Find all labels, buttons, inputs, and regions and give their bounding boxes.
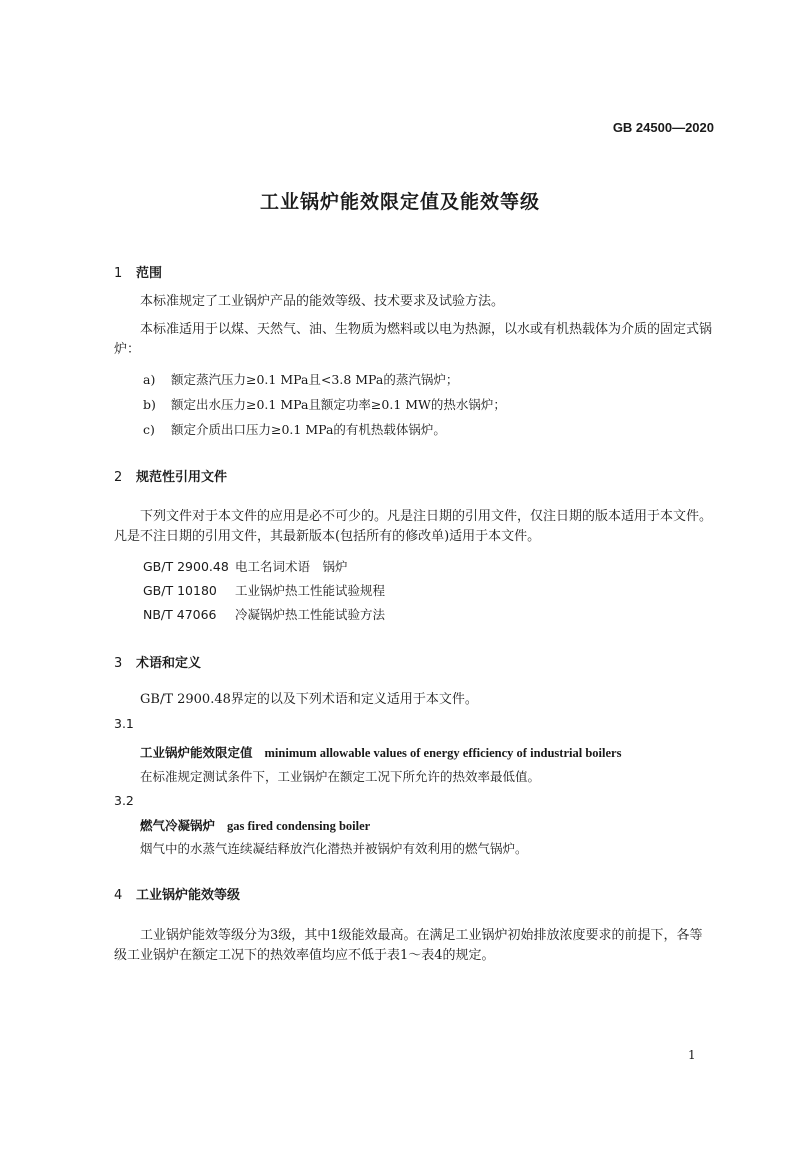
paragraph: GB/T 2900.48界定的以及下列术语和定义适用于本文件。 [140, 692, 478, 707]
term-zh: 工业锅炉能效限定值 [140, 745, 253, 760]
section-title: 规范性引用文件 [136, 470, 228, 485]
term-en: minimum allowable values of energy efficiency of industrial boilers [264, 746, 622, 760]
term-entry [140, 816, 370, 834]
reference-name: 冷凝锅炉热工性能试验方法 [235, 607, 386, 622]
paragraph: 工业锅炉能效等级分为3级，其中1级能效最高。在满足工业锅炉初始排放浓度要求的前提下，各等级工业锅炉在额定工况下的热效率值均应不低于表1～表4的规定。 [114, 928, 703, 963]
paragraph: 本标准适用于以煤、天然气、油、生物质为燃料或以电为热源，以水或有机热载体为介质的固定式锅炉： [114, 322, 713, 357]
section-number: 3 [114, 656, 123, 671]
section-number: 4 [114, 888, 123, 903]
reference-item [143, 557, 348, 575]
standard-number: GB 24500—2020 [612, 120, 714, 135]
term-number: 3.1 [114, 716, 134, 731]
section-title: 术语和定义 [136, 656, 202, 671]
section-number: 1 [114, 266, 123, 281]
section-number: 2 [114, 470, 123, 485]
list-text: 额定介质出口压力≥0.1 MPa的有机热载体锅炉。 [171, 422, 446, 437]
term-en: gas fired condensing boiler [227, 819, 371, 833]
list-text: 额定出水压力≥0.1 MPa且额定功率≥0.1 MW的热水锅炉； [171, 397, 506, 412]
paragraph: 下列文件对于本文件的应用是必不可少的。凡是注日期的引用文件，仅注日期的版本适用于本文件。凡是不注日期的引用文件，其最新版本(包括所有的修改单)适用于本文件。 [114, 509, 713, 544]
term-definition: 在标准规定测试条件下，工业锅炉在额定工况下所允许的热效率最低值。 [140, 769, 541, 784]
reference-name: 电工名词术语 锅炉 [235, 559, 348, 574]
reference-item [143, 605, 385, 623]
list-item [143, 395, 506, 413]
term-definition: 烟气中的水蒸气连续凝结释放汽化潜热并被锅炉有效利用的燃气锅炉。 [140, 841, 528, 856]
list-marker: c) [143, 422, 155, 437]
reference-name: 工业锅炉热工性能试验规程 [235, 583, 386, 598]
term-entry [140, 743, 621, 761]
reference-code: GB/T 10180 [143, 583, 217, 598]
term-number: 3.2 [114, 793, 134, 808]
reference-code: GB/T 2900.48 [143, 559, 229, 574]
reference-code: NB/T 47066 [143, 607, 217, 622]
list-item [143, 420, 446, 438]
section-title: 工业锅炉能效等级 [136, 888, 241, 903]
list-marker: a) [143, 372, 156, 387]
term-zh: 燃气冷凝锅炉 [140, 818, 216, 833]
section-title: 范围 [136, 266, 163, 281]
list-item [143, 370, 458, 388]
page-number: 1 [688, 1048, 696, 1062]
section-4-heading [114, 884, 240, 903]
document-title: 工业锅炉能效限定值及能效等级 [259, 191, 540, 213]
section-3-heading [114, 652, 201, 671]
section-1-heading [114, 262, 162, 281]
section-2-heading [114, 466, 227, 485]
paragraph: 本标准规定了工业锅炉产品的能效等级、技术要求及试验方法。 [140, 294, 505, 309]
list-marker: b) [143, 397, 156, 412]
reference-item [143, 581, 385, 599]
list-text: 额定蒸汽压力≥0.1 MPa且<3.8 MPa的蒸汽锅炉； [171, 372, 459, 387]
